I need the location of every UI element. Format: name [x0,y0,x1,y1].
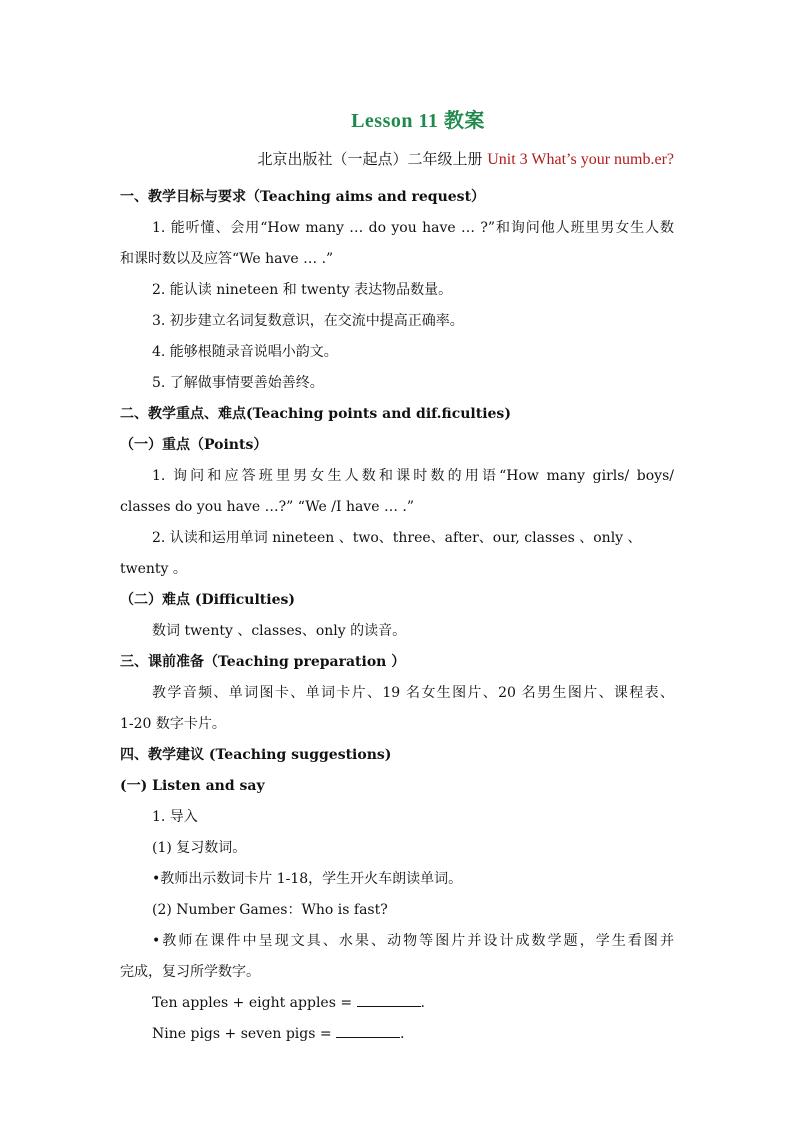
step-courseware-line2: 完成，复习所学数字。 [120,964,260,980]
section3-heading: 三、课前准备（Teaching preparation ） [120,654,406,670]
step-number-cards: •教师出示数词卡片 1-18，学生开火车朗读单词。 [152,871,463,887]
section2-heading: 二、教学重点、难点(Teaching points and dif.ficulties) [120,406,511,422]
aim-item-3: 3. 初步建立名词复数意识，在交流中提高正确率。 [152,313,464,329]
aim-item-5: 5. 了解做事情要善始善终。 [152,375,324,391]
unit-title: Unit 3 What’s your numb.er? [487,151,674,168]
answer-blank [336,1023,400,1038]
exercise-1-text: Ten apples + eight apples = [152,995,357,1011]
point-2: 2. 认读和运用单词 nineteen 、two、three、after、our, classes 、only 、twenty 。 [120,530,642,577]
textbook-info [257,148,674,169]
difficulty-1: 数词 twenty 、classes、only 的读音。 [152,623,407,639]
math-exercise-2: Nine pigs + seven pigs = . [120,1019,674,1050]
point-1-line2: classes do you have …?” “We /I have … .” [120,499,415,515]
aim-item-1-line1: 1. 能听懂、会用“How many … do you have … ?”和询问他人班里男女生人数 [152,220,674,236]
exercise-2-text: Nine pigs + seven pigs = [152,1026,337,1042]
answer-blank [357,992,421,1007]
point-1-line1: 1. 询问和应答班里男女生人数和课时数的用语“How many girls/ boys/ [152,468,674,484]
aim-item-4: 4. 能够根随录音说唱小韵文。 [152,344,338,360]
step-courseware-line1: •教师在课件中呈现文具、水果、动物等图片并设计成数学题，学生看图并 [152,933,674,949]
aim-item-2: 2. 能认读 nineteen 和 twenty 表达物品数量。 [152,282,453,298]
points-subheading: （一）重点（Points） [120,437,268,453]
difficulties-subheading: （二）难点 (Difficulties) [120,592,295,608]
step-number-games: (2) Number Games：Who is fast? [152,902,388,918]
page-title: Lesson 11 教案 [351,110,485,132]
aim-item-1-line2: 和课时数以及应答“We have … .” [120,251,334,267]
listen-and-say-subheading: (一) Listen and say [120,778,265,794]
publisher-text: 北京出版社（一起点）二年级上册 [257,150,488,168]
section1-heading: 一、教学目标与要求（Teaching aims and request） [120,189,486,205]
math-exercise-1: Ten apples + eight apples = . [120,988,674,1019]
step-review-numbers: (1) 复习数词。 [152,840,247,856]
preparation-line2: 1-20 数字卡片。 [120,716,226,732]
document-body [120,182,674,1050]
preparation-line1: 教学音频、单词图卡、单词卡片、19 名女生图片、20 名男生图片、课程表、 [152,685,674,701]
step-intro: 1. 导入 [152,809,198,825]
section4-heading: 四、教学建议 (Teaching suggestions) [120,747,392,763]
